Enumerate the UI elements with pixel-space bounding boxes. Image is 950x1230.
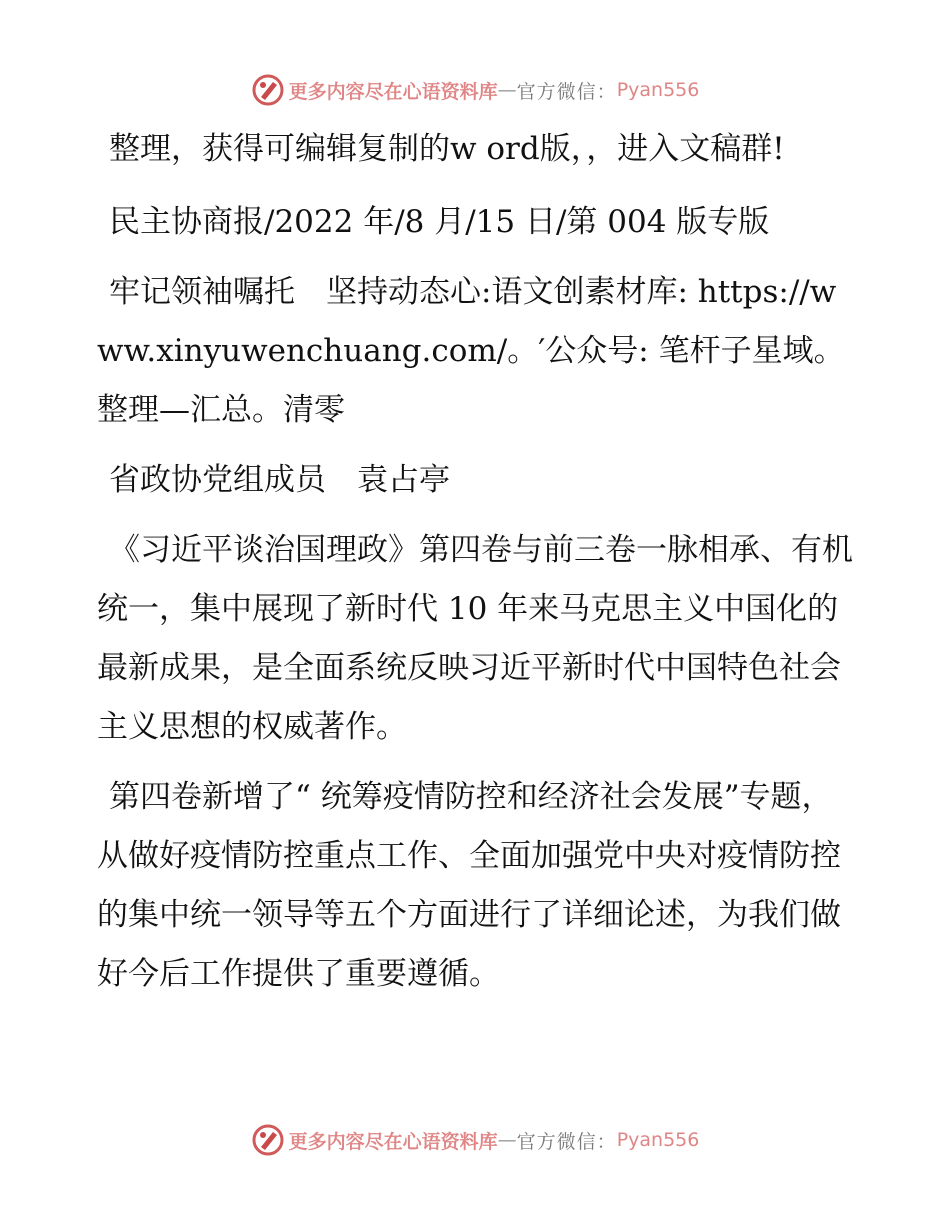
watermark-dash: — — [497, 1129, 517, 1151]
paragraph-source: 民主协商报/2022 年/8 月/15 日/第 004 版专版 — [109, 204, 770, 240]
logo-icon — [251, 73, 285, 107]
watermark-text: 更多内容尽在心语资料库 — [288, 80, 498, 103]
watermark-official: 官方微信： — [516, 1130, 617, 1153]
watermark-official: 官方微信： — [516, 80, 617, 103]
paragraph-title: 牢记领袖嘱托 坚持动态心:语文创素材库: https://www.xinyuwenchuang.com/。′公众号: 笔杆子星域。整理—汇总。清零 — [97, 274, 845, 428]
paragraph-author: 省政协党组成员 袁占亭 — [109, 462, 450, 498]
header-watermark — [0, 70, 950, 110]
watermark-wechat-id: Pyan556 — [616, 79, 700, 101]
paragraph-intro: 整理，获得可编辑复制的w ord版，，进入文稿群! — [109, 131, 785, 167]
watermark-dash: — — [497, 79, 517, 101]
watermark-wechat-id: Pyan556 — [616, 1129, 700, 1151]
watermark-text: 更多内容尽在心语资料库 — [288, 1130, 498, 1153]
paragraph-body-2: 第四卷新增了“ 统筹疫情防控和经济社会发展”专题，从做好疫情防控重点工作、全面加强党中央对疫情防控的集中统一领导等五个方面进行了详细论述，为我们做好今后工作提供了重要遵循。 — [97, 779, 841, 992]
footer-watermark — [0, 1120, 950, 1160]
logo-icon — [251, 1123, 285, 1157]
paragraph-body-1: 《习近平谈治国理政》第四卷与前三卷一脉相承、有机统一，集中展现了新时代 10 年来马克思主义中国化的最新成果，是全面系统反映习近平新时代中国特色社会主义思想的权威著作。 — [97, 532, 853, 745]
document-body — [97, 120, 857, 1015]
